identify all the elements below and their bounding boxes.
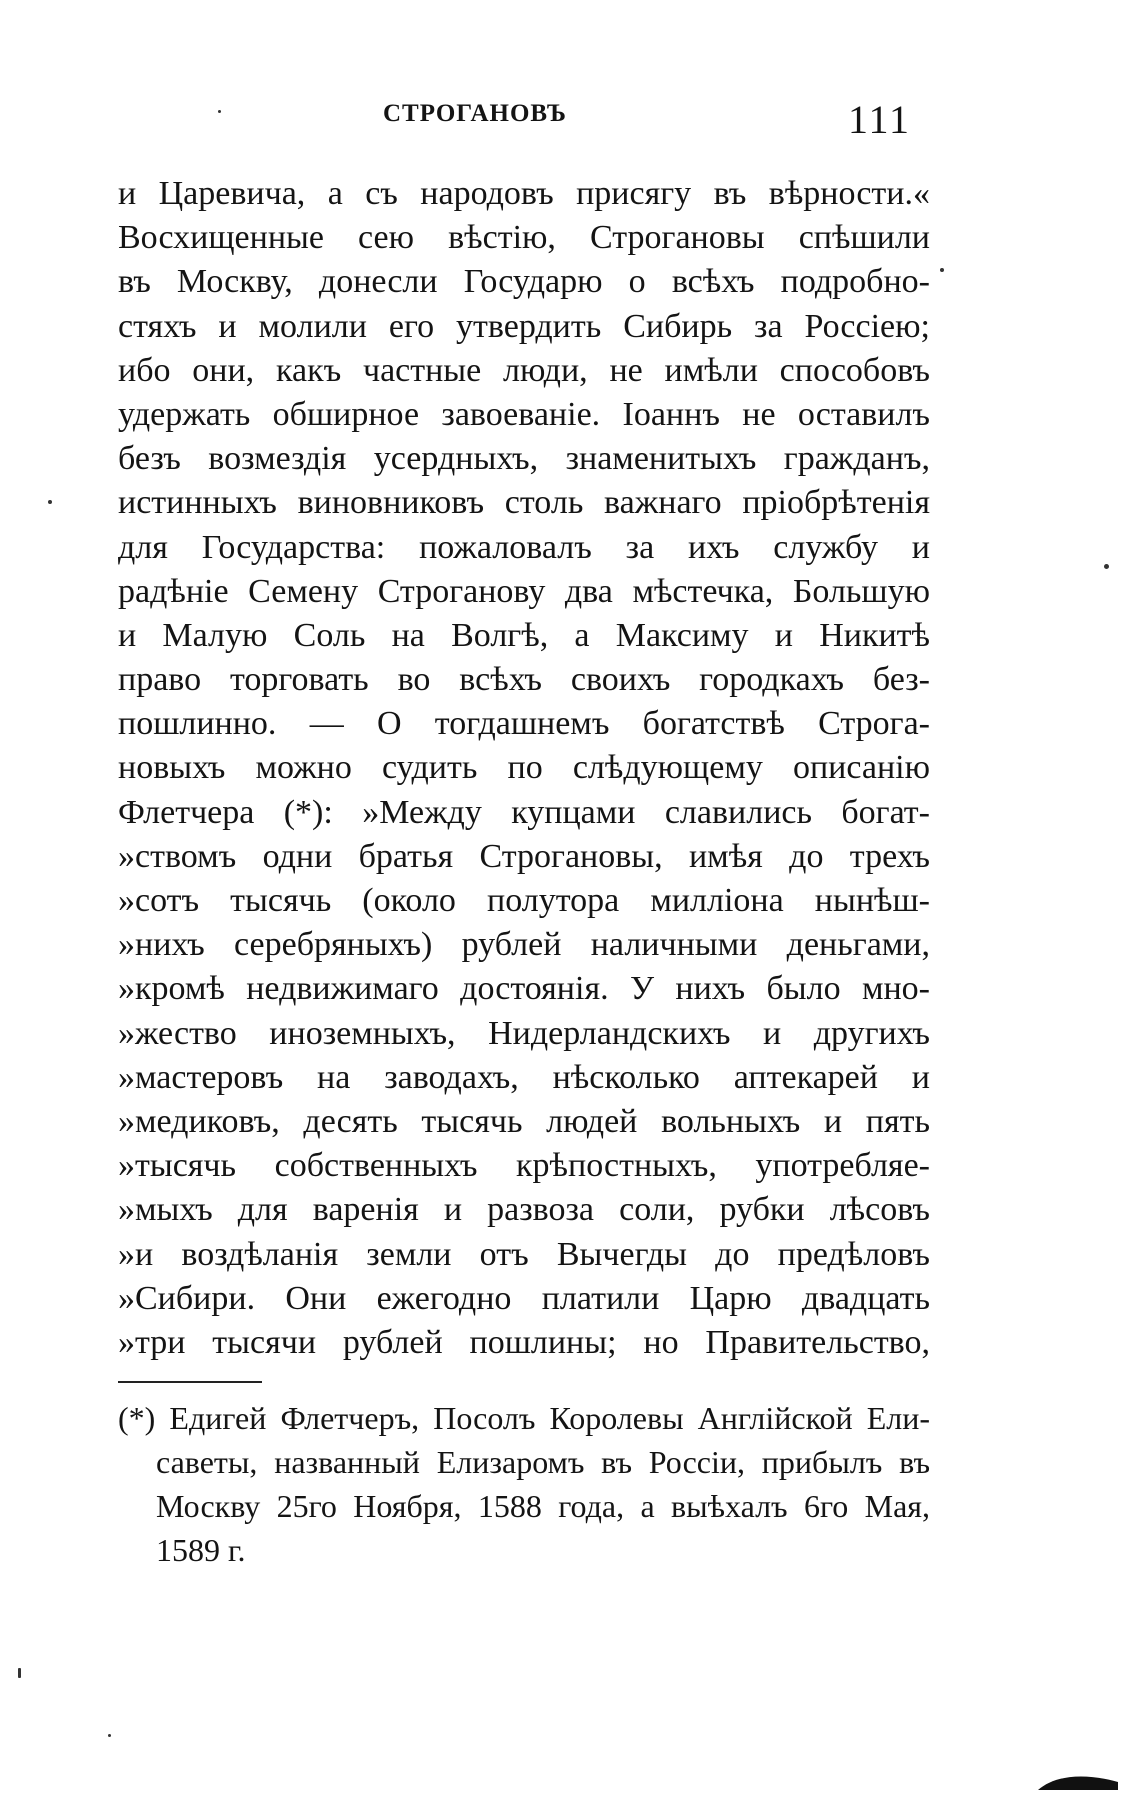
body-line: стяхъ и молили его утвердить Сибирь за Россіею; — [118, 307, 930, 345]
scan-speck — [48, 500, 52, 504]
footnote-line-text: Едигей Флетчеръ, Посолъ Королевы Англійской Ели- — [169, 1400, 931, 1436]
body-line: »три тысячи рублей пошлины; но Правительство, — [118, 1323, 930, 1361]
body-line: »нихъ серебряныхъ) рублей наличными деньгами, — [118, 926, 930, 964]
body-line: радѣніе Семену Строганову два мѣстечка, Большую — [118, 572, 930, 610]
body-line: для Государства: пожаловалъ за ихъ службу и — [118, 528, 930, 566]
page-number: 111 — [848, 97, 912, 142]
body-line: »медиковъ, десять тысячь людей вольныхъ и пять — [118, 1102, 930, 1140]
body-line: »и воздѣланія земли отъ Вычегды до предѣловъ — [118, 1235, 930, 1273]
body-line: право торговать во всѣхъ своихъ городкахъ без- — [118, 661, 930, 699]
footnote — [118, 1396, 930, 1572]
body-line: безъ возмездія усердныхъ, знаменитыхъ гражданъ, — [118, 440, 930, 478]
body-line: истинныхъ виновниковъ столь важнаго пріобрѣтенія — [118, 484, 930, 522]
body-line: удержать обширное завоеваніе. Іоаннъ не оставилъ — [118, 395, 930, 433]
scan-speck — [108, 1734, 111, 1737]
body-line: Восхищенные сею вѣстію, Строгановы спѣшили — [118, 219, 930, 257]
footnote-line: Москву 25го Ноября, 1588 года, а выѣхалъ 6го Мая, — [156, 1488, 930, 1524]
body-line: Флетчера (*): »Между купцами славились богат- — [118, 793, 930, 831]
body-line: ибо они, какъ частные люди, не имѣли способовъ — [118, 351, 930, 389]
body-line: пошлинно. — О тогдашнемъ богатствѣ Строга- — [118, 705, 930, 743]
body-line: »Сибири. Они ежегодно платили Царю двадцать — [118, 1279, 930, 1317]
footnote-line: саветы, названный Елизаромъ въ Россіи, прибылъ въ — [156, 1444, 930, 1480]
scan-speck — [940, 268, 944, 272]
body-line: »мастеровъ на заводахъ, нѣсколько аптекарей и — [118, 1058, 930, 1096]
scan-speck — [18, 1668, 21, 1678]
body-line: и Царевича, а съ народовъ присягу въ вѣрности.« — [118, 175, 930, 212]
body-line: и Малую Соль на Волгѣ, а Максиму и Никитѣ — [118, 616, 930, 654]
body-line: »мыхъ для варенія и развоза соли, рубки лѣсовъ — [118, 1191, 930, 1229]
body-line: въ Москву, донесли Государю о всѣхъ подробно- — [118, 263, 930, 301]
body-line: »жество иноземныхъ, Нидерландскихъ и другихъ — [118, 1014, 930, 1052]
scan-speck — [1104, 564, 1109, 569]
body-line: »ствомъ одни братья Строгановы, имѣя до трехъ — [118, 837, 930, 875]
footnote-line — [118, 1396, 930, 1440]
footnote-marker: (*) — [118, 1400, 156, 1436]
body-line: »сотъ тысячь (около полутора милліона нынѣш- — [118, 882, 930, 919]
footnote-line: 1589 г. — [156, 1532, 246, 1568]
footnote-rule — [118, 1381, 262, 1383]
body-text — [118, 172, 930, 1365]
scan-smudge — [1036, 1770, 1120, 1792]
body-line: »тысячь собственныхъ крѣпостныхъ, употребляе- — [118, 1147, 930, 1185]
running-head: СТРОГАНОВЪ — [383, 100, 567, 127]
scan-speck — [218, 110, 221, 113]
body-line: новыхъ можно судить по слѣдующему описанію — [118, 749, 930, 787]
body-line: »кромѣ недвижимаго достоянія. У нихъ было мно- — [118, 970, 930, 1008]
